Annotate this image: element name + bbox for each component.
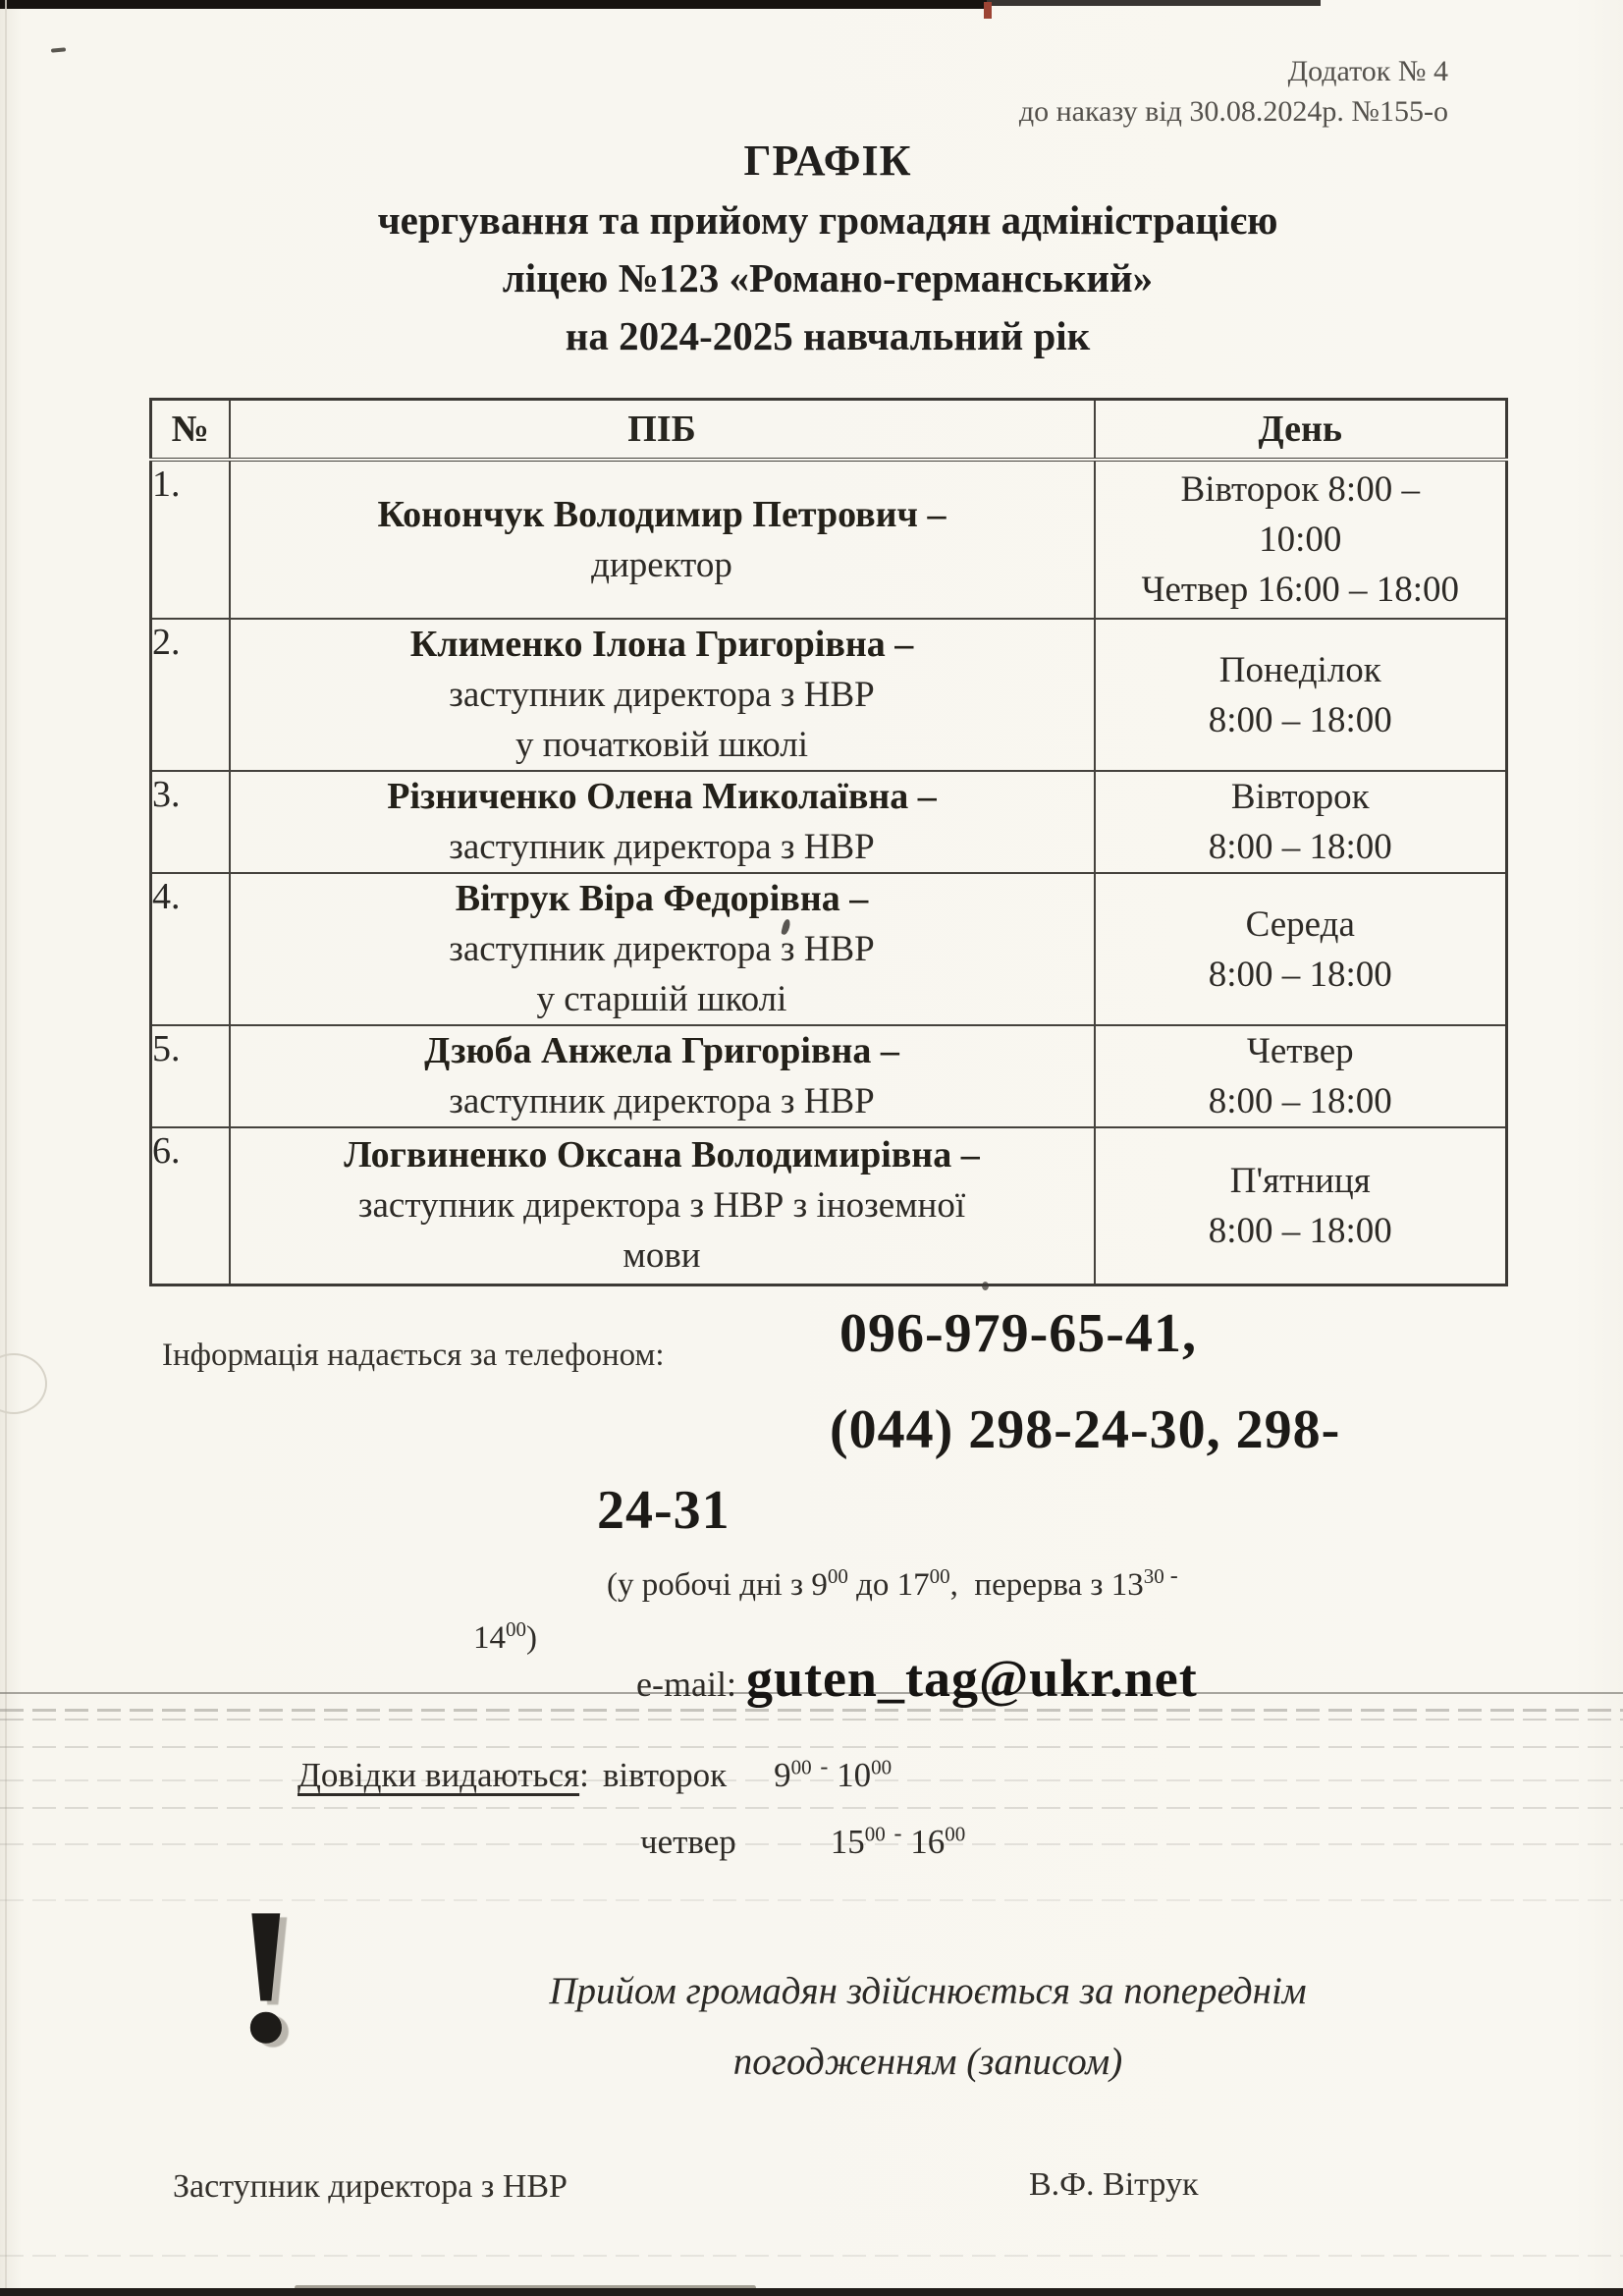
time-text: 10 (837, 1756, 872, 1794)
person-name: Дзюба Анжела Григорівна – (424, 1030, 899, 1071)
day-cell (1095, 771, 1507, 873)
email-label: e-mail: (636, 1665, 736, 1704)
person-role: заступник директора з НВР (449, 675, 875, 715)
scan-artifact-line (0, 2255, 1623, 2257)
time-text: 15 (830, 1823, 865, 1861)
title-line: чергування та прийому громадян адміністрацією (377, 197, 1278, 243)
day-line: Вівторок (1230, 777, 1370, 817)
certificates-time (831, 1823, 966, 1861)
person-cell (230, 460, 1095, 619)
hours-superscript: 30 (1143, 1564, 1164, 1588)
scan-artifact-bottom-band (0, 2288, 1623, 2296)
row-number: 3. (151, 771, 230, 873)
column-header-number: № (151, 400, 230, 461)
page-edge-shadow (5, 0, 7, 2296)
table-row (151, 1127, 1507, 1285)
document-title (35, 131, 1620, 365)
table-row (151, 771, 1507, 873)
title-line: на 2024-2025 навчальний рік (565, 313, 1091, 358)
certificates-time (774, 1756, 892, 1794)
person-role: у початковій школі (514, 725, 809, 765)
person-name: Вітрук Віра Федорівна – (455, 878, 869, 919)
note-line: погодженням (записом) (732, 2041, 1123, 2083)
column-header-day: День (1095, 400, 1507, 461)
day-line: 8:00 – 18:00 (1208, 1210, 1392, 1251)
time-dash: - (820, 1754, 829, 1780)
person-name: Конончук Володимир Петрович – (377, 493, 947, 535)
time-text: 16 (910, 1823, 946, 1861)
day-cell (1095, 460, 1507, 619)
note-line: Прийом громадян здійснюється за попереднім (549, 1970, 1307, 2012)
reception-note (412, 1956, 1443, 2098)
day-line: Четвер (1246, 1031, 1354, 1071)
table-row (151, 873, 1507, 1025)
row-number: 2. (151, 619, 230, 771)
time-superscript: 00 (790, 1755, 812, 1779)
phone-number: 096-979-65-41, (839, 1303, 1197, 1364)
appendix-line: до наказу від 30.08.2024р. №155-о (1018, 95, 1448, 128)
time-superscript: 00 (864, 1822, 886, 1846)
person-role: заступник директора з НВР (449, 929, 875, 969)
person-role: заступник директора з НВР (449, 1081, 875, 1121)
day-line: Понеділок (1218, 649, 1381, 690)
day-line: Середа (1245, 903, 1355, 945)
column-header-name: ПІБ (230, 400, 1095, 461)
time-text: 9 (774, 1756, 791, 1794)
hours-text: (у робочі дні з 9 (607, 1567, 828, 1603)
exclamation-mark: ! (234, 1868, 298, 2083)
table-row (151, 460, 1507, 619)
hours-text: ) (526, 1620, 537, 1656)
scan-artifact-line (0, 1709, 1623, 1712)
certificates-day: четвер (640, 1823, 736, 1861)
day-cell (1095, 1025, 1507, 1127)
scan-artifact-top-band (987, 0, 1321, 6)
day-line: 8:00 – 18:00 (1208, 699, 1392, 740)
person-role: заступник директора з НВР (449, 827, 875, 867)
row-number: 6. (151, 1127, 230, 1285)
person-cell (230, 873, 1095, 1025)
table-row (151, 1025, 1507, 1127)
person-cell (230, 771, 1095, 873)
time-superscript: 00 (871, 1755, 893, 1779)
hours-superscript: 00 (506, 1617, 526, 1641)
day-line: 10:00 (1259, 519, 1342, 560)
person-cell (230, 1127, 1095, 1285)
certificates-schedule-line (640, 1823, 965, 1862)
person-cell (230, 1025, 1095, 1127)
row-number: 5. (151, 1025, 230, 1127)
person-name: Логвиненко Оксана Володимирівна – (344, 1134, 980, 1176)
table-row (151, 619, 1507, 771)
signature-name: В.Ф. Вітрук (1029, 2166, 1199, 2203)
hours-superscript: 00 (827, 1564, 848, 1588)
phone-number: 24-31 (597, 1480, 730, 1541)
title-line: ліцею №123 «Романо-германський» (502, 255, 1154, 301)
appendix-reference (1019, 51, 1448, 132)
email-line (636, 1648, 1198, 1709)
day-cell (1095, 1127, 1507, 1285)
hours-dash: - (1163, 1563, 1178, 1589)
time-dash: - (893, 1821, 902, 1847)
day-line: 8:00 – 18:00 (1208, 827, 1392, 867)
row-number: 4. (151, 873, 230, 1025)
certificates-label: Довідки видаються (298, 1756, 580, 1794)
hours-superscript: 00 (929, 1564, 950, 1588)
schedule-table (149, 398, 1508, 1286)
scan-artifact-line (0, 1719, 1623, 1721)
phone-number: (044) 298-24-30, 298- (830, 1399, 1341, 1460)
person-role: заступник директора з НВР з іноземної (357, 1185, 966, 1227)
day-line: 8:00 – 18:00 (1208, 954, 1392, 995)
person-name: Різниченко Олена Миколаївна – (387, 776, 937, 817)
day-line: П'ятниця (1229, 1160, 1371, 1201)
certificates-colon: : (579, 1756, 589, 1794)
hours-text: 14 (473, 1620, 506, 1656)
scan-artifact-line (0, 1807, 1623, 1809)
hole-punch-mark (0, 1353, 47, 1414)
day-line: 8:00 – 18:00 (1208, 1081, 1392, 1121)
person-name: Клименко Ілона Григорівна – (409, 624, 914, 665)
table-header-row (151, 400, 1507, 461)
row-number: 1. (151, 460, 230, 619)
title-line: ГРАФІК (743, 137, 912, 185)
appendix-line: Додаток № 4 (1287, 55, 1448, 87)
scan-artifact-red-tick (984, 2, 992, 19)
working-hours-note (607, 1563, 1178, 1604)
person-role: у старшій школі (536, 979, 787, 1019)
email-address: guten_tag@ukr.net (745, 1649, 1198, 1708)
person-role: директор (591, 544, 732, 585)
time-superscript: 00 (945, 1822, 966, 1846)
hours-text: , перерва з 13 (949, 1567, 1144, 1603)
person-cell (230, 619, 1095, 771)
day-line: Четвер 16:00 – 18:00 (1141, 570, 1460, 610)
phone-info-label: Інформація надається за телефоном: (162, 1338, 665, 1373)
certificates-schedule-line (298, 1756, 892, 1795)
certificates-day: вівторок (602, 1756, 728, 1794)
person-role: мови (622, 1235, 701, 1277)
scan-artifact-line (0, 1746, 1623, 1748)
working-hours-note (473, 1617, 537, 1657)
signature-position: Заступник директора з НВР (173, 2168, 568, 2205)
day-line: Вівторок 8:00 – (1180, 469, 1420, 510)
scan-artifact-top-band (0, 0, 987, 9)
day-cell (1095, 619, 1507, 771)
scan-artifact-dash (51, 47, 66, 52)
day-cell (1095, 873, 1507, 1025)
hours-text: до 17 (847, 1567, 930, 1603)
